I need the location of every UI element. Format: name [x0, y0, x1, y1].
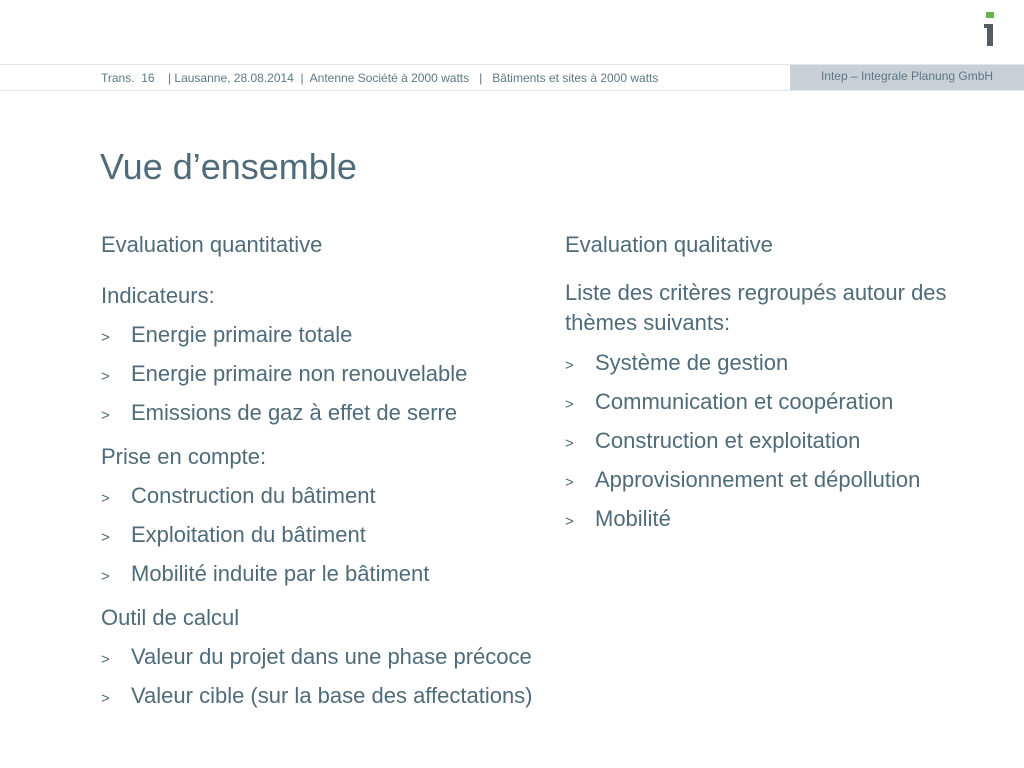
list-item: > Communication et coopération — [565, 389, 894, 414]
list-item: > Mobilité — [565, 506, 671, 531]
list-item: > Construction et exploitation — [565, 428, 861, 453]
header-info: Trans. 16 | Lausanne, 28.08.2014 | Antenne Société à 2000 watts | Bâtiments et sites à 2000 watts — [101, 71, 659, 85]
right-column — [565, 234, 985, 530]
right-intro: Liste des critères regroupés autour des thèmes suivants: — [565, 280, 947, 335]
list-item: > Valeur du projet dans une phase précoce — [101, 644, 532, 669]
header-bar — [0, 64, 1024, 91]
company-name: Intep – Integrale Planung GmbH — [790, 65, 1024, 90]
section-label: Indicateurs: — [101, 283, 215, 308]
section-label: Prise en compte: — [101, 444, 267, 469]
list-item: > Emissions de gaz à effet de serre — [101, 400, 458, 425]
list-item: > Energie primaire non renouvelable — [101, 361, 468, 386]
location-date: Lausanne, 28.08.2014 — [174, 71, 294, 85]
list-item: > Approvisionnement et dépollution — [565, 467, 921, 492]
left-column — [101, 234, 556, 707]
list-item: > Energie primaire totale — [101, 322, 353, 347]
slide-number: 16 — [141, 71, 155, 85]
list-item: > Mobilité induite par le bâtiment — [101, 561, 430, 586]
list-item: > Système de gestion — [565, 350, 789, 375]
right-heading: Evaluation qualitative — [565, 232, 773, 257]
page-title: Vue d’ensemble — [100, 146, 357, 187]
list-item: > Exploitation du bâtiment — [101, 522, 366, 547]
list-item: > Valeur cible (sur la base des affectations) — [101, 683, 533, 708]
list-item: > Construction du bâtiment — [101, 483, 376, 508]
event-name: Antenne Société à 2000 watts — [309, 71, 470, 85]
trans-label: Trans. — [101, 71, 135, 85]
left-heading: Evaluation quantitative — [101, 232, 323, 257]
section-label: Outil de calcul — [101, 605, 240, 630]
intep-logo-icon — [984, 12, 996, 48]
topic-name: Bâtiments et sites à 2000 watts — [492, 71, 659, 85]
